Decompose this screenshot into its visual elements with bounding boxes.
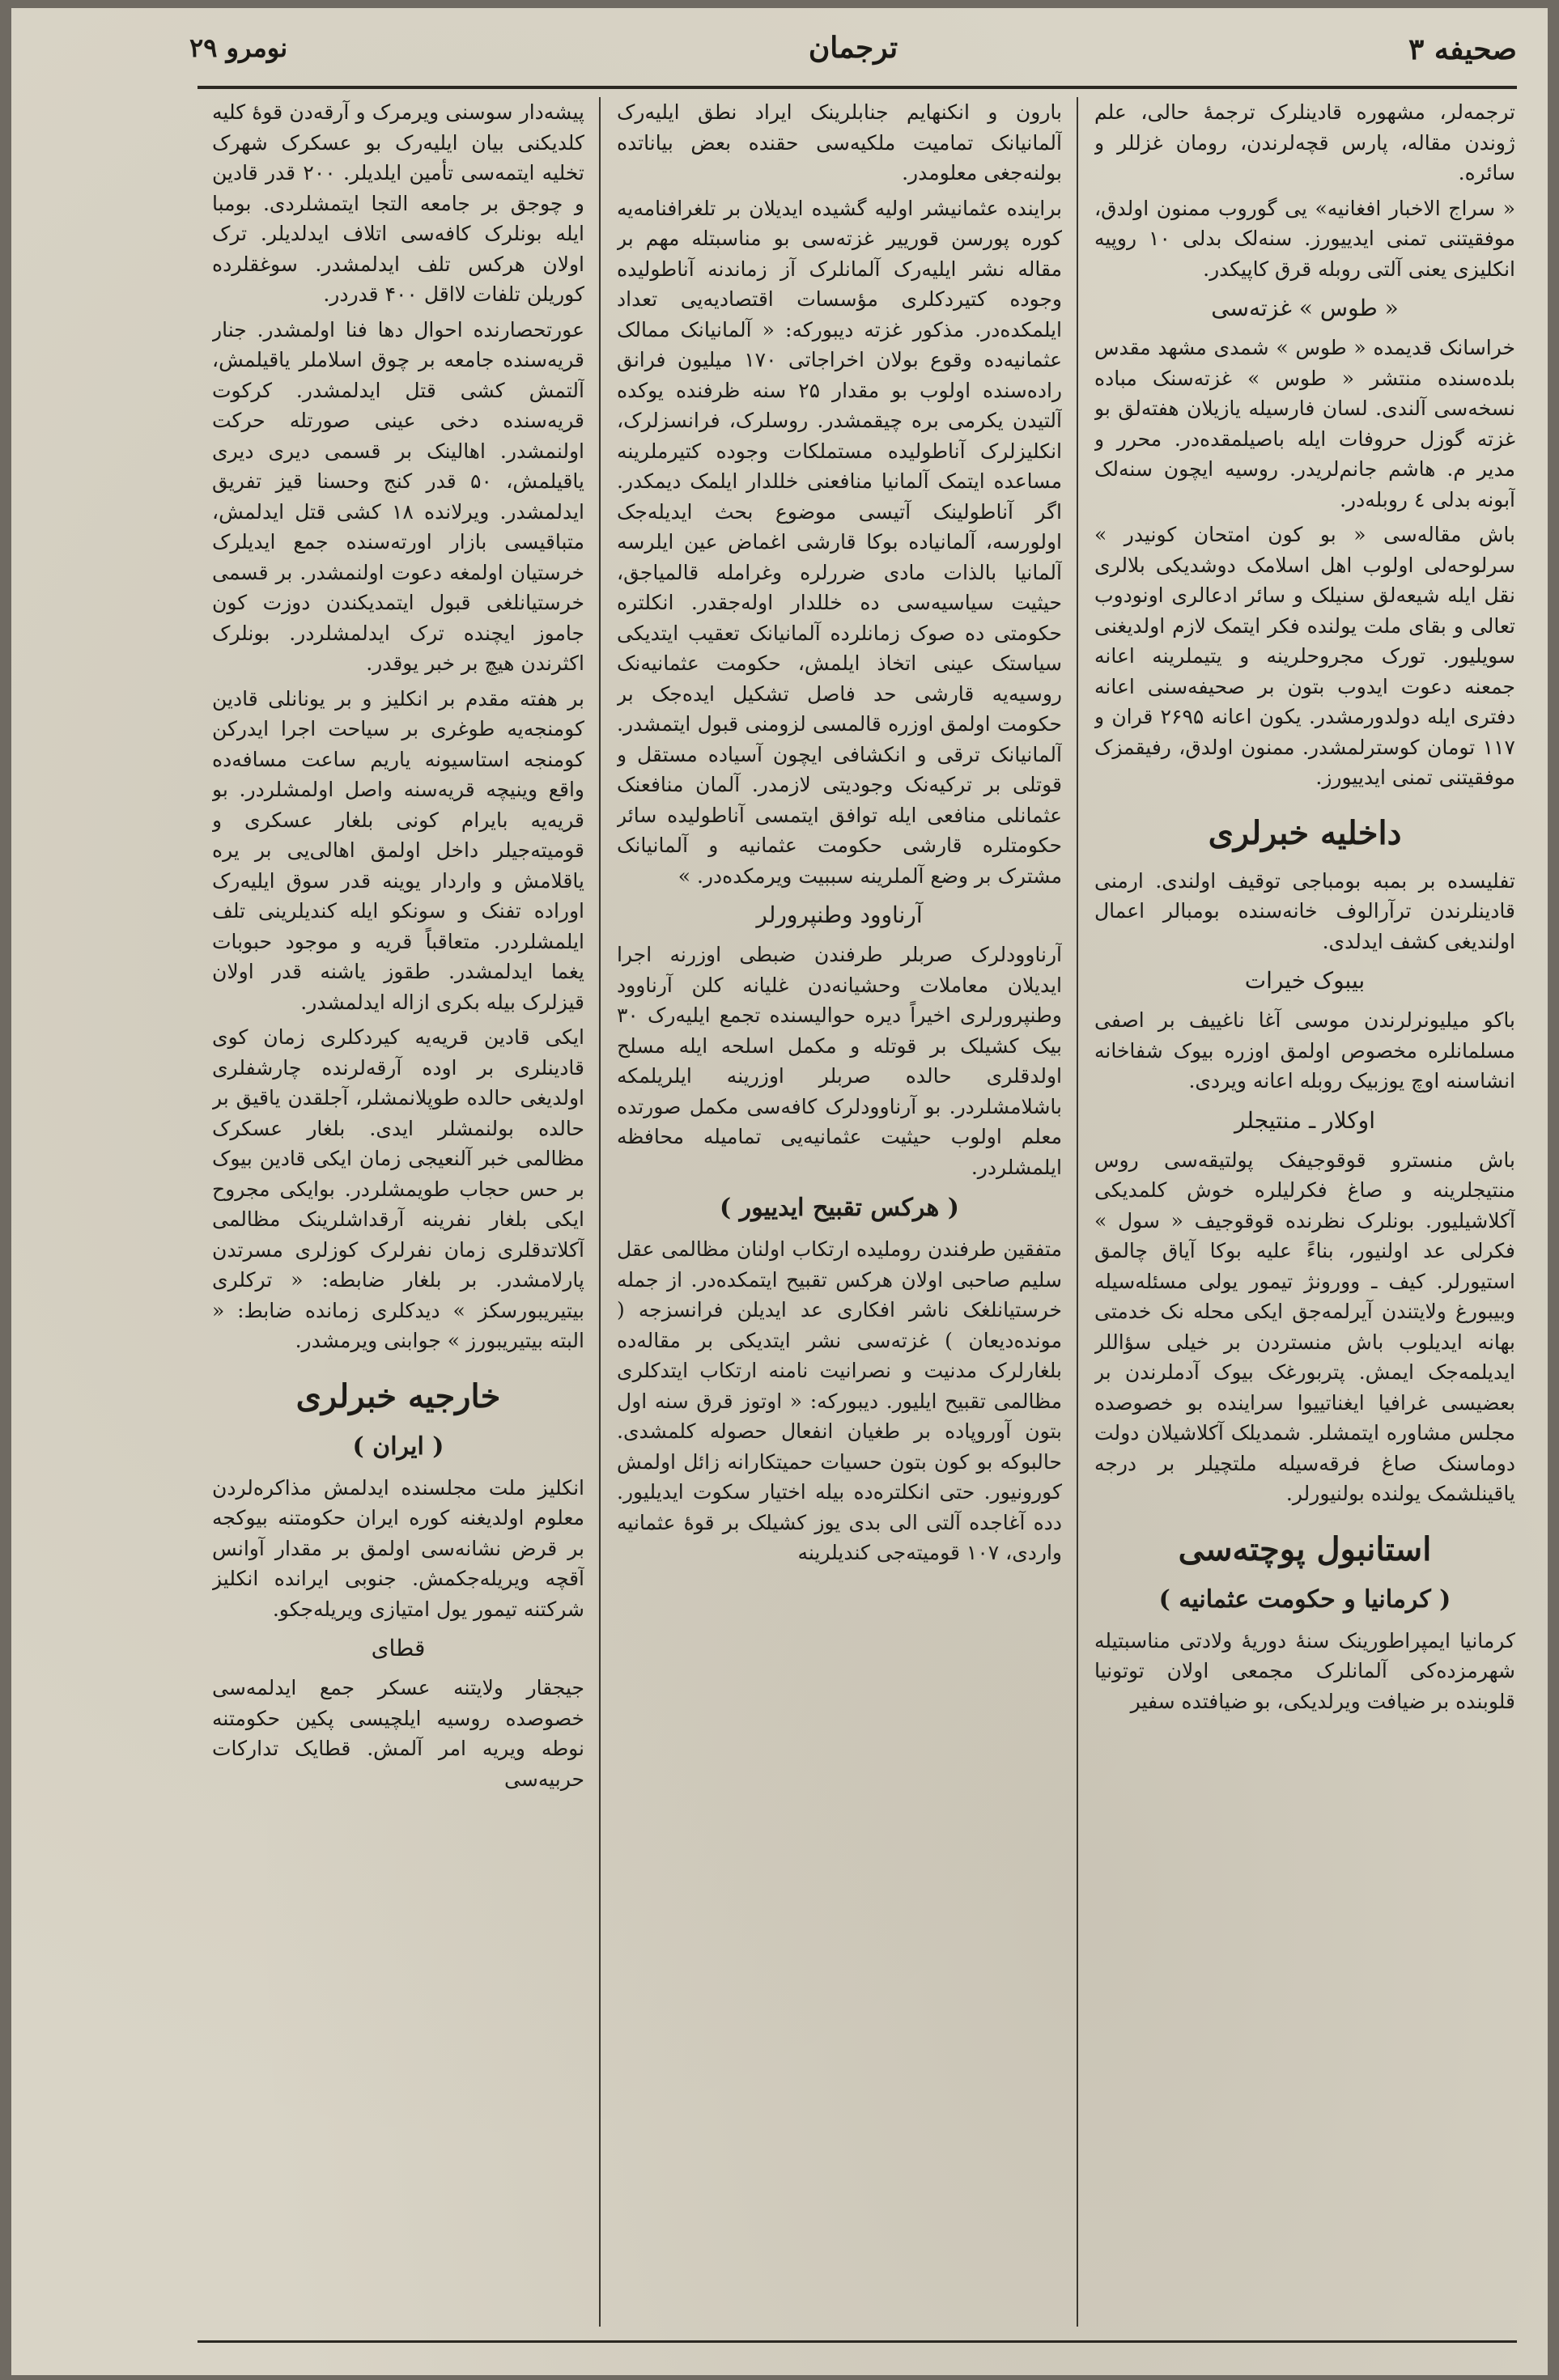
section-heading: بیبوک خیرات [1244,967,1366,994]
section-heading: قطای [371,1635,426,1661]
paragraph: باش منسترو قوقوجیفک پولتیقه‌سی روس منتیجلرینه و صاغ فکرلیلره خوش کلمدیکی آکلاشیلیور. بونلرک نظرنده قوقوجیف « سول » فکرلی عد اولنیور، بناءً علیه بوکا آیاق چالمق استیورلر. کیف ـ وورونژ تیمور یولی مسئله‌سیله وبیبورغ ولایتندن آیرلمه‌جق ایکی محله نک خدمتی بهانه ایدیلوب باش منستردن بر خیلی سؤاللر ایدیلمه‌جک ایمش. پتربورغک بیوک آدملرندن بر بعضیسی غرافیا ایغناتییوا سراینده بو خصوصده مجلس مشاوره ایتمشلر. شمدیلک آکلاشیلان دولت دوماسنک صاغ فرقه‌سیله ملتچیلر بر درجه یاقینلشمک یولنده بولنیورلر. [1094,1148,1515,1505]
page-number: صحیفه ۳ [1408,32,1517,66]
paragraph: باش مقاله‌سی « بو کون امتحان کونیدر » سرلوحه‌لی اولوب اهل اسلامک دوشدیکی بلالری نقل ایله شیعه‌لق سنیلک و سائر ادعالری اونودوب تعالی و بقای ملت یولنده فکر ایتمک لازم اولدیغنی سویلیور. تورک مجروحلرینه و یتیملرینه اعانه جمعنه دعوت ایدوب بتون بر صحیفه‌سنی اعانه دفتری ایله دولدورمشدر. یکون اعانه ۲۶۹۵ قران و ۱۱۷ تومان کوسترلمشدر. ممنون اولدق، رفیقمزک موفقیتنی تمنی ایدییورز. [1094,523,1515,789]
masthead-title: ترجمان [808,31,898,65]
issue-number: نومرو ۲۹ [189,32,288,63]
paragraph: انکلیز ملت مجلسنده ایدلمش مذاکره‌لردن معلوم اولدیغنه کوره ایران حکومتنه بیوکجه بر قرض نشانه‌سی اولمق بر مقدار آوانس آقچه ویریله‌جکمش. جنوبی ایرانده انکلیز شرکتنه تیمور یول امتیازی ویریله‌جکو. [212,1475,584,1621]
paragraph: بر هفته مقدم بر انکلیز و بر یونانلی قادین کومنجه‌یه طوغری بر سیاحت اجرا ایدرکن کومنجه استاسیونه یاریم ساعت مسافه‌ده واقع وینیچه قریه‌سنه واصل اولمشلردر. بو قریه‌یه بایرام کونی بلغار عسکری و قومیته‌جیلر داخل اولمق اهالی‌یی بر یره یاقلامش و واردار یوینه قدر سوق ایلیه‌رک اوراده تفنک و سونکو ایله کندیلرینی تلف ایلمشلردر. متعاقباً قریه و موجود حبوبات یغما ایدلمشدر. طقوز یاشنه قدر اولان قیزلرک بیله بکری ازاله ایدلمشدر. [212,686,584,1014]
section-subheading: ( کرمانیا و حکومت عثمانیه ) [1158,1585,1451,1614]
paragraph: ترجمه‌لر، مشهوره قادینلرک ترجمهٔ حالی، علم ژوندن مقاله، پارس قچه‌لرندن، رومان غزللر و سائره. [1094,100,1515,185]
paragraph: کرمانیا ایمپراطورینک سنهٔ دوریهٔ ولادتی مناسبتیله شهرمزده‌کی آلمانلرک مجمعی اولان توتونیا قلوبنده بر ضیافت ویرلدیکی، بو ضیافتده سفیر [1094,1628,1515,1713]
paragraph: براینده عثمانیشر اولیه گشیده ایدیلان بر تلغرافنامه‌یه کوره پورسن قورییر غزته‌سی بو مناسبتله مهم بر مقاله نشر ایلیه‌رک آلمانلرک آز زماندنه آناطولیده وجوده کتیردکلری مؤسسات اقتصادیه‌یی تعداد ایلمکده‌در. مذکور غزته دیبورکه: « آلمانیانک ممالک عثمانیه‌ده وقوع بولان اخراجاتی ۱۷۰ میلیون فرانق راده‌سنده اولوب بو مقدار ۲۵ سنه ظرفنده یوکده آلتیدن یکرمی بره چیقمشدر. روسلرک، فرانسزلرک، انکلیزلرک آناطولیده مستملکات وجوده کتیرملرینه مساعده ایتمک آلمانیا منافعنی خللدار ایلمک دیمکدر. اگر آناطولینک آتیسی موضوع بحث ایدیله‌جک اولورسه، آلمانیاده بوکا قارشی اغماض عین ایلرسه آلمانیا بالذات مادی ضررلره وغرامله قالمیاجق، حیثیت سیاسیه‌سی ده خللدار اوله‌جقدر. انکلتره حکومتی ده صوک زمانلرده آلمانیانک تعقیب ایتدیکی سیاستک عینی اتخاذ ایلمش، حکومت عثمانیه‌نک روسیه‌یه قارشی حد فاصل تشکیل ایده‌جک بر حکومت اولمق اوزره قالمسی لزومنی قبول ایتمشدر. آلمانیانک ترقی و انکشافی ایچون آسیاده مستقل و قوتلی بر ترکیه‌نک وجودیتی لازمدر. آلمان منافعنک عثمانلی منافعی ایله توافق ایتمسی آناطولیده سائر حکومتلره قارشی حکومت عثمانیه و آلمانیانک مشترک بر وضع آلملرینه سببیت ویرمکده‌در. » [617,196,1062,888]
paragraph: بارون و انکنهایم جنابلرینک ایراد نطق ایلیه‌رک آلمانیانک تمامیت ملکیه‌سی حقنده بعض بیاناتده بولنه‌جغی معلومدر. [617,100,1062,185]
column-left [212,97,584,2327]
footer-rule [198,2340,1517,2343]
header-rule [198,86,1517,89]
section-headline: خارجیه خبرلری [295,1377,501,1415]
paragraph: باکو میلیونرلرندن موسی آغا ناغییف بر اصفی مسلمانلره مخصوص اولمق اوزره بیوک شفاخانه انشاسنه اوچ یوزبیک روبله اعانه ویردی. [1094,1008,1515,1092]
column-divider [1077,97,1078,2327]
column-right [1094,97,1515,2327]
section-heading: « طوس » غزته‌سی [1211,295,1399,321]
section-headline: داخلیه خبرلری [1208,813,1402,852]
section-subheading: ( ایران ) [352,1432,444,1461]
paragraph: متفقین طرفندن روملیده ارتکاب اولنان مظالمی عقل سلیم صاحبی اولان هرکس تقبیح ایتمکده‌در. از جمله خرستیانلغک ناشر افکاری عد ایدیلن فرانسزجه ( مونده‌دیعان ) غزته‌سی نشر ایتدیکی بر مقاله‌ده بلغارلرک مدنیت و نصرانیت نامنه ارتکاب ایتدکلری مظالمی تقبیح ایلیور. دیبورکه: « اوتوز قرق سنه اول بتون آوروپاده بر طغیان انفعال حصوله کلمشدی. حالبوکه بو کون بتون حسیات حمیتکارانه زائل اولمش کورونیور. حتی انکلتره‌ده بیله اختیار سکوت ایدیلیور. دده آغاجده آلتی الی بدی یوز کشیلک بر قوهٔ عثمانیه واردی، ۱۰۷ قومیته‌جی کندیلرینه [617,1237,1062,1564]
newspaper-page [11,8,1548,2375]
paragraph: تفلیسده بر بمبه بومباجی توقیف اولندی. ارمنی قادینلرندن ترآرالوف خانه‌سنده بومبالر اعمال اولندیغی کشف ایدلدی. [1094,868,1515,953]
paragraph: عورتحصارنده احوال دها فنا اولمشدر. جنار قریه‌سنده جامعه بر چوق اسلاملر یاقیلمش، آلتمش کشی قتل ایدلمشدر. کرکوت قریه‌سنده دخی عینی صورتله حرکت اولنمشدر. اهالینک بر قسمی دیری دیری یاقیلمش، ۵۰ قدر کنج وحسنا قیز تفریق ایدلمشدر. ویرلانده ۱۸ کشی قتل ایدلمش، متباقیسی بازار اورته‌سنده جمع ایدیلرک خرستیان اولمغه دعوت اولنمشدر. بر قسمی خرستیانلغی قبول ایتمدیکندن دوزت کون جاموز ایچنده ترک ایدلمشلردر. بونلرک اکثرندن هیچ بر خبر یوقدر. [212,317,584,675]
paragraph: خراسانک قدیمده « طوس » شمدی مشهد مقدس بلده‌سنده منتشر « طوس » غزته‌سنک مباده نسخه‌سی آلندی. لسان فارسیله یازیلان هفته‌لق بو غزته گوزل حروفات ایله باصیلمقده‌در. محرر و مدیر م. هاشم جانم‌لریدر. روسیه ایچون سنه‌لک آبونه بدلی ٤ روبله‌در. [1094,336,1515,511]
section-heading: اوکلار ـ منتیجلر [1234,1106,1375,1134]
paragraph: پیشه‌دار سوسنی ویرمرک و آرقه‌دن قوهٔ کلیه کلدیکنی بیان ایلیه‌رک بو عسکرک شهرک تخلیه ایتمه‌سی تأمین ایلدیلر. ۲۰۰ قدر قادین و چوجق بر جامعه التجا ایتمشلردی. بومبا ایله بونلرک کافه‌سی اتلاف ایدلدیلر. ترک اولان هرکس تلف ایدلمشدر. سوغقلرده کوریلن تلفات لااقل ۴۰۰ قدردر. [212,100,584,306]
section-subheading: ( هرکس تقبیح ایدییور ) [720,1194,959,1222]
section-heading: آرناوود وطنپرورلر [756,902,923,928]
column-middle [617,97,1062,2327]
column-divider [599,97,601,2327]
paragraph: آرناوودلرک صربلر طرفندن ضبطی اوزرنه اجرا ایدیلان معاملات وحشیانه‌دن غلیانه کلن آرناوود وطنپرورلری اخیراً دیره حوالیسنده تجمع ایلیه‌رک ۳۰ بیک کشیلک بر قوتله و مکمل اسلحه ایله مسلح اولدقلری حالده صربلر اوزرینه ایلریلمکه باشلامشلردر. بو آرناوودلرک کافه‌سی مکمل صورتده معلم اولوب حیثیت عثمانیه‌یی تمامیله محافظه ایلمشلردر. [617,943,1062,1179]
page-header [189,24,1517,81]
paragraph: ایکی قادین قریه‌یه کیردکلری زمان کوی قادینلری بر اوده آرقه‌لرنده چارشفلری اولدیغی حالده طوپلانمشلر، آجلقدن یاقیق بر حالده بولنمشلر ایدی. بلغار عسکرک مظالمی خبر آلنعیجی زمان ایکی قادین بیوک بر حس حجاب طویمشلردر. بوایکی مجروح ایکی بلغار نفرینه آرقداشلرینک مظالمی آکلاتدقلری زمان نفرلرک کوزلری مسرتدن پارلامشدر. بر بلغار ضابطه: « ترکلری بیتیریبورسکز » دیدکلری زمانده ضابط: « البته بیتیریبورز » جوابنی ویرمشدر. [212,1025,584,1352]
paragraph: « سراج الاخبار افغانیه» یی گوروب ممنون اولدق، موفقیتنی تمنی ایدییورز. سنه‌لک بدلی ۱۰ روپیه انکلیزی یعنی آلتی روبله قرق کاپیکدر. [1094,196,1515,281]
section-headline: استانبول پوچته‌سی [1178,1529,1432,1568]
paragraph: جیجقار ولایتنه عسکر جمع ایدلمه‌سی خصوصده روسیه ایلچیسی پکین حکومتنه نوطه ویریه امر آلمش. قطایک تدارکات حربیه‌سی [212,1676,584,1791]
